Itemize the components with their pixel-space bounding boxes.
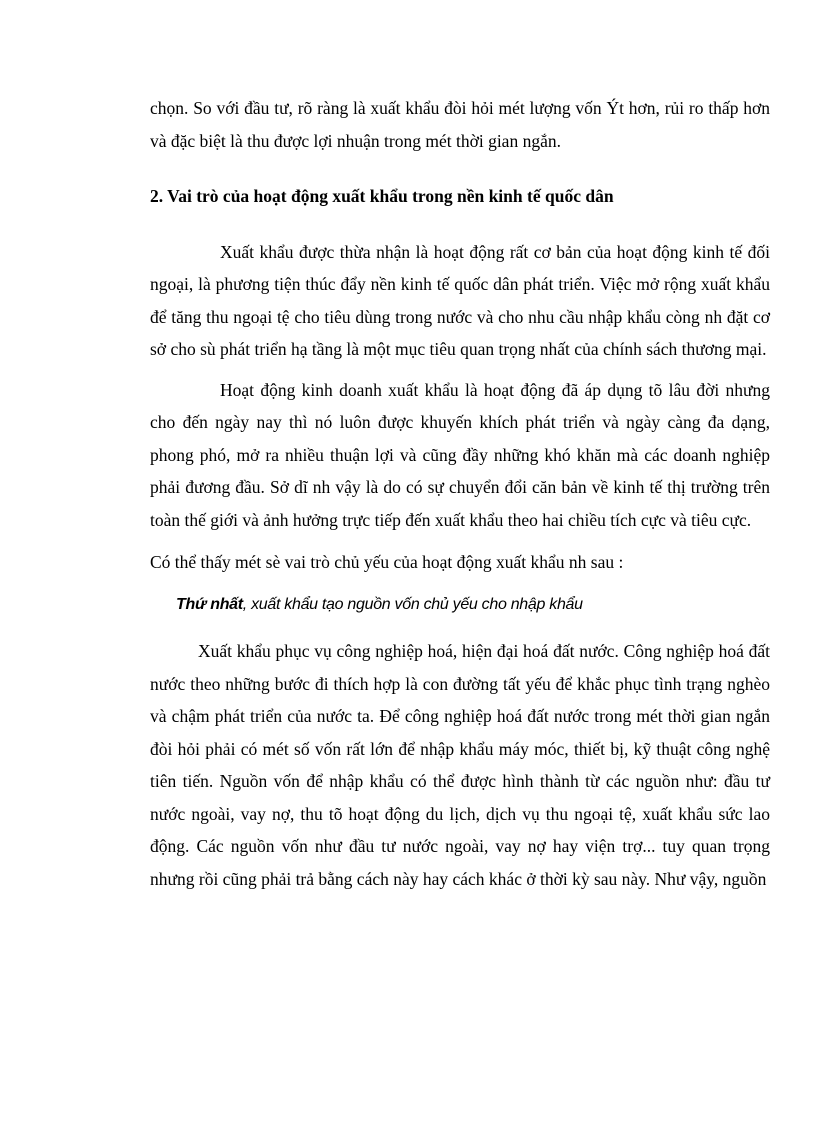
- section-heading: 2. Vai trò của hoạt động xuất khẩu trong nền kinh tế quốc dân: [150, 186, 614, 206]
- paragraph-export-business: Hoạt động kinh doanh xuất khẩu là hoạt động đã áp dụng tõ lâu đời nhưng cho đến ngày nay thì nó luôn được khuyến khích phát triển và ngày càng đa dạng, phong phó, mở ra nhiều thuận lợi và cũng đầy những khó khăn mà các doanh nghiệp phải đương đầu. Sở dĩ nh vậy là do có sự chuyển đổi căn bản về kinh tế thị trường trên toàn thế giới và ảnh hưởng trực tiếp đến xuất khẩu theo hai chiều tích cực và tiêu cực.: [150, 379, 770, 530]
- document-body: [150, 92, 770, 895]
- paragraph-intro: chọn. So với đầu tư, rõ ràng là xuất khẩu đòi hỏi mét lượng vốn Ýt hơn, rủi ro thấp hơn và đặc biệt là thu được lợi nhuận trong mét thời gian ngắn.: [150, 98, 770, 151]
- subheading-first-role: [176, 589, 770, 622]
- paragraph-roles-intro: Có thể thấy mét sè vai trò chủ yếu của hoạt động xuất khẩu nh sau :: [150, 552, 624, 572]
- paragraph-role-overview: Xuất khẩu được thừa nhận là hoạt động rất cơ bản của hoạt động kinh tế đối ngoại, là phương tiện thúc đẩy nền kinh tế quốc dân phát triển. Việc mở rộng xuất khẩu để tăng thu ngoại tệ cho tiêu dùng trong nước và cho nhu cầu nhập khẩu còng nh đặt cơ sở cho sù phát triển hạ tầng là một mục tiêu quan trọng nhất của chính sách thương mại.: [150, 241, 770, 359]
- paragraph-industrialization: Xuất khẩu phục vụ công nghiệp hoá, hiện đại hoá đất nước. Công nghiệp hoá đất nước theo những bước đi thích hợp là con đường tất yếu để khắc phục tình trạng nghèo và chậm phát triển của nước ta. Để công nghiệp hoá đất nước trong mét thời gian ngắn đòi hỏi phải có mét số vốn rất lớn để nhập khẩu máy móc, thiết bị, kỹ thuật công nghệ tiên tiến. Nguồn vốn để nhập khẩu có thể được hình thành từ các nguồn như: đầu tư nước ngoài, vay nợ, thu tõ hoạt động du lịch, dịch vụ thu ngoại tệ, xuất khẩu sức lao động. Các nguồn vốn như đầu tư nước ngoài, vay nợ hay viện trợ... tuy quan trọng nhưng rồi cũng phải trả bằng cách này hay cách khác ở thời kỳ sau này. Như vậy, nguồn: [150, 641, 770, 889]
- subheading-label: Thứ nhất: [176, 595, 243, 613]
- subheading-text: , xuất khẩu tạo nguồn vốn chủ yếu cho nhập khẩu: [242, 595, 583, 613]
